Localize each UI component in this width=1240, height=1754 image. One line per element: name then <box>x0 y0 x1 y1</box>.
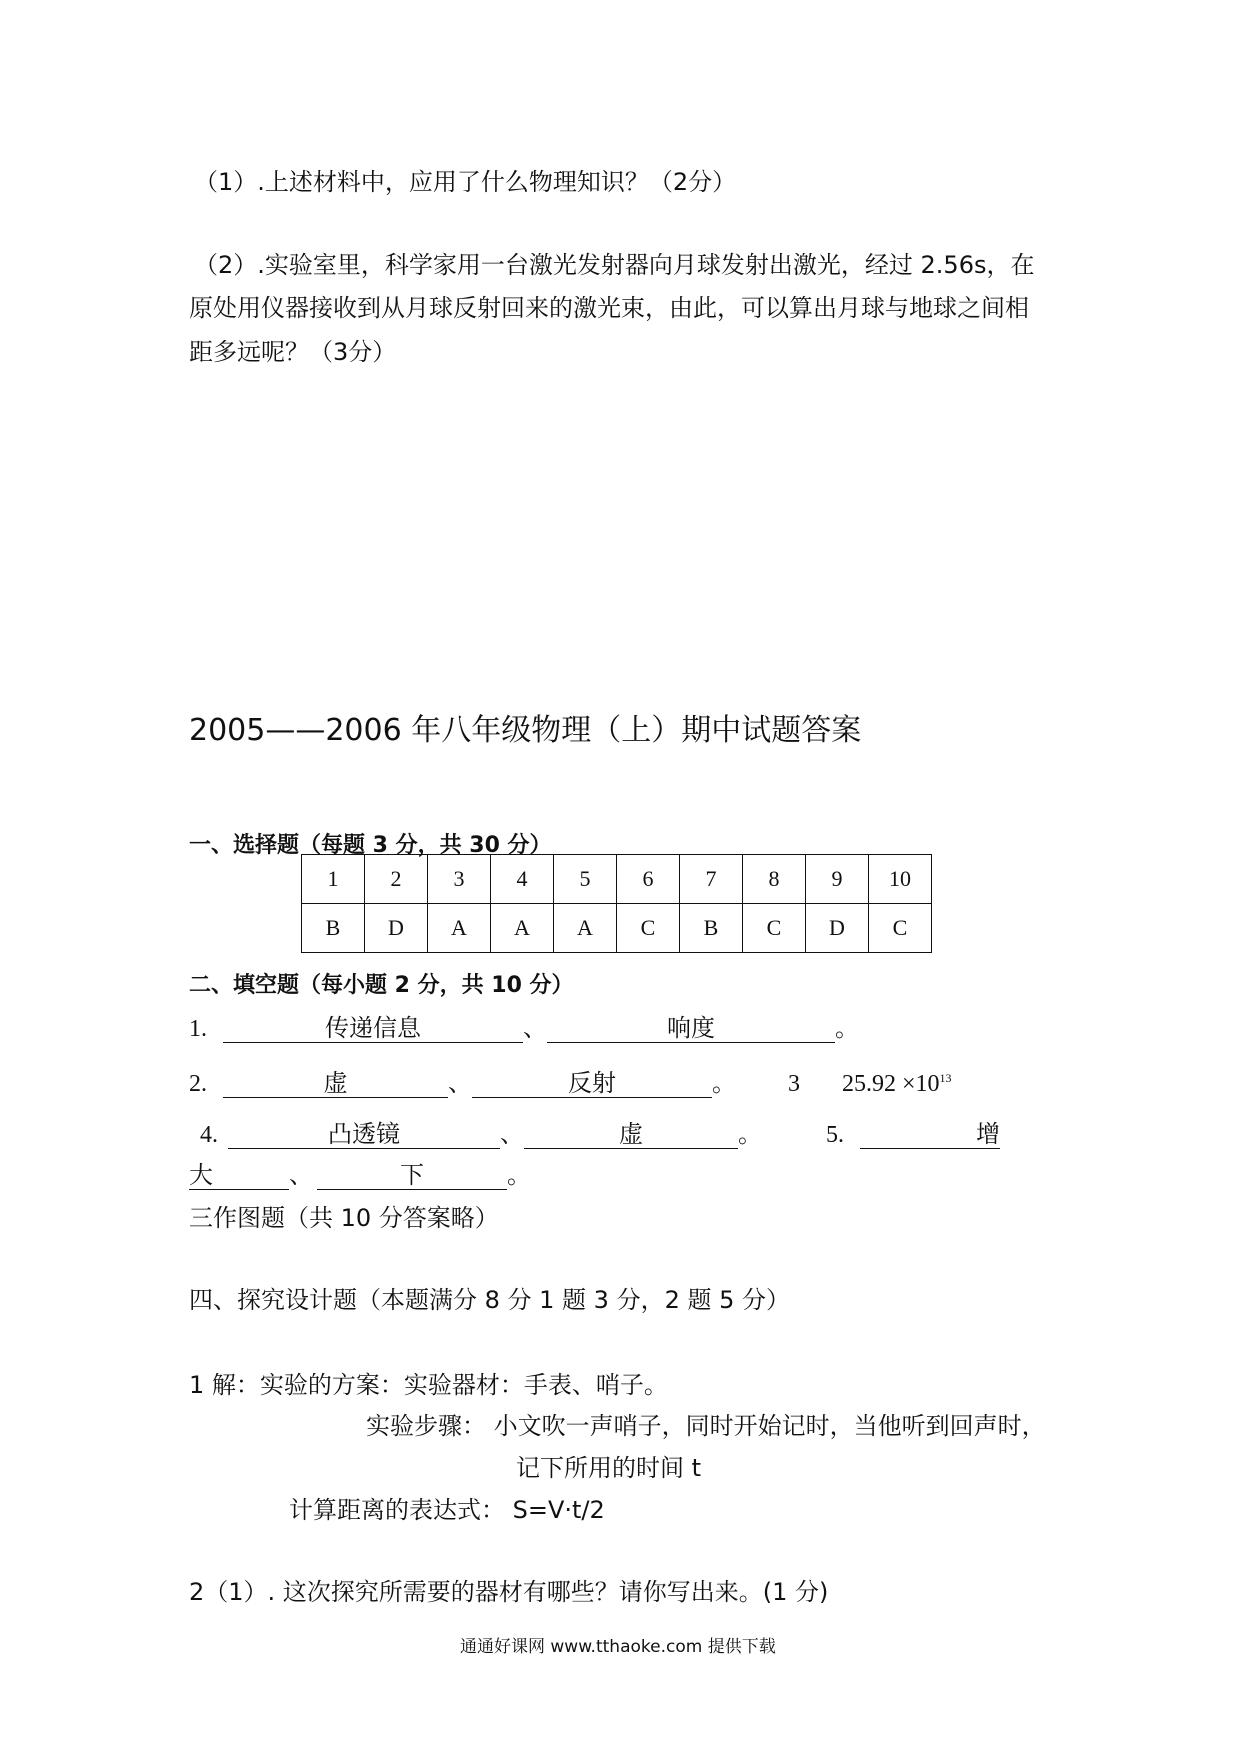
section-4-heading: 四、探究设计题（本题满分 8 分 1 题 3 分，2 题 5 分） <box>189 1286 791 1314</box>
fill-exponent: 13 <box>939 1071 952 1085</box>
fill-number: 1. <box>189 1016 207 1042</box>
solution-1-line-1: 1 解：实验的方案：实验器材：手表、哨子。 <box>189 1371 668 1399</box>
separator: 、 <box>448 1071 472 1097</box>
table-cell-number: 4 <box>491 855 554 904</box>
table-cell-answer: C <box>743 904 806 953</box>
table-cell-answer: D <box>806 904 869 953</box>
table-cell-answer: C <box>869 904 932 953</box>
fill-answer: 反射 <box>472 1071 712 1098</box>
table-cell-number: 3 <box>428 855 491 904</box>
fill-answer: 传递信息 <box>223 1016 523 1043</box>
fill-number: 3 <box>788 1071 800 1097</box>
solution-1-line-3: 记下所用的时间 t <box>516 1454 702 1482</box>
solution-1-line-2: 实验步骤： 小文吹一声哨子，同时开始记时，当他听到回声时， <box>366 1412 1046 1440</box>
answer-table-number-row <box>302 855 932 904</box>
period: 。 <box>507 1163 531 1189</box>
table-cell-answer: A <box>428 904 491 953</box>
section-1-heading: 一、选择题（每题 3 分，共 30 分） <box>189 833 552 858</box>
table-cell-answer: A <box>554 904 617 953</box>
period: 。 <box>738 1122 762 1148</box>
fill-answer: 大 <box>189 1163 289 1190</box>
table-cell-number: 9 <box>806 855 869 904</box>
solution-2-line-1: 2（1）. 这次探究所需要的器材有哪些？请你写出来。(1 分) <box>189 1578 829 1606</box>
separator: 、 <box>289 1163 313 1189</box>
section-2-heading: 二、填空题（每小题 2 分，共 10 分） <box>189 973 574 998</box>
fill-answer: 增 <box>860 1122 1000 1149</box>
table-cell-answer: D <box>365 904 428 953</box>
fill-value: 25.92 ×10 <box>842 1071 940 1097</box>
solution-1-line-4: 计算距离的表达式： S=V·t/2 <box>289 1496 605 1524</box>
question-2-line-2: 原处用仪器接收到从月球反射回来的激光束，由此，可以算出月球与地球之间相 <box>189 294 1029 322</box>
fill-number: 4. <box>200 1122 218 1148</box>
answer-table-answer-row <box>302 904 932 953</box>
footer-text: 通通好课网 www.tthaoke.com 提供下载 <box>460 1637 776 1657</box>
period: 。 <box>712 1071 736 1097</box>
fill-line-2 <box>189 1063 952 1098</box>
table-cell-answer: B <box>302 904 365 953</box>
table-cell-number: 6 <box>617 855 680 904</box>
separator: 、 <box>500 1122 524 1148</box>
table-cell-number: 1 <box>302 855 365 904</box>
fill-answer: 下 <box>317 1163 507 1190</box>
table-cell-number: 2 <box>365 855 428 904</box>
question-2-line-3: 距多远呢？（3分） <box>189 338 397 366</box>
fill-number: 5. <box>826 1122 844 1148</box>
fill-answer: 凸透镜 <box>228 1122 500 1149</box>
fill-line-1 <box>189 1008 859 1043</box>
fill-answer: 虚 <box>223 1071 448 1098</box>
answers-title: 2005——2006 年八年级物理（上）期中试题答案 <box>189 713 862 748</box>
table-cell-answer: B <box>680 904 743 953</box>
section-3-text: 三作图题（共 10 分答案略） <box>189 1204 499 1232</box>
table-cell-answer: C <box>617 904 680 953</box>
table-cell-number: 5 <box>554 855 617 904</box>
period: 。 <box>835 1016 859 1042</box>
fill-answer: 虚 <box>524 1122 738 1149</box>
fill-number: 2. <box>189 1071 207 1097</box>
fill-answer: 响度 <box>547 1016 835 1043</box>
answer-table <box>301 854 932 953</box>
question-2-line-1: （2）.实验室里，科学家用一台激光发射器向月球发射出激光，经过 2.56s，在 <box>194 251 1035 279</box>
table-cell-number: 7 <box>680 855 743 904</box>
table-cell-number: 8 <box>743 855 806 904</box>
separator: 、 <box>523 1016 547 1042</box>
fill-line-4 <box>189 1155 531 1190</box>
question-1: （1）.上述材料中，应用了什么物理知识？（2分） <box>194 168 737 196</box>
table-cell-answer: A <box>491 904 554 953</box>
fill-line-3 <box>200 1114 1000 1149</box>
table-cell-number: 10 <box>869 855 932 904</box>
